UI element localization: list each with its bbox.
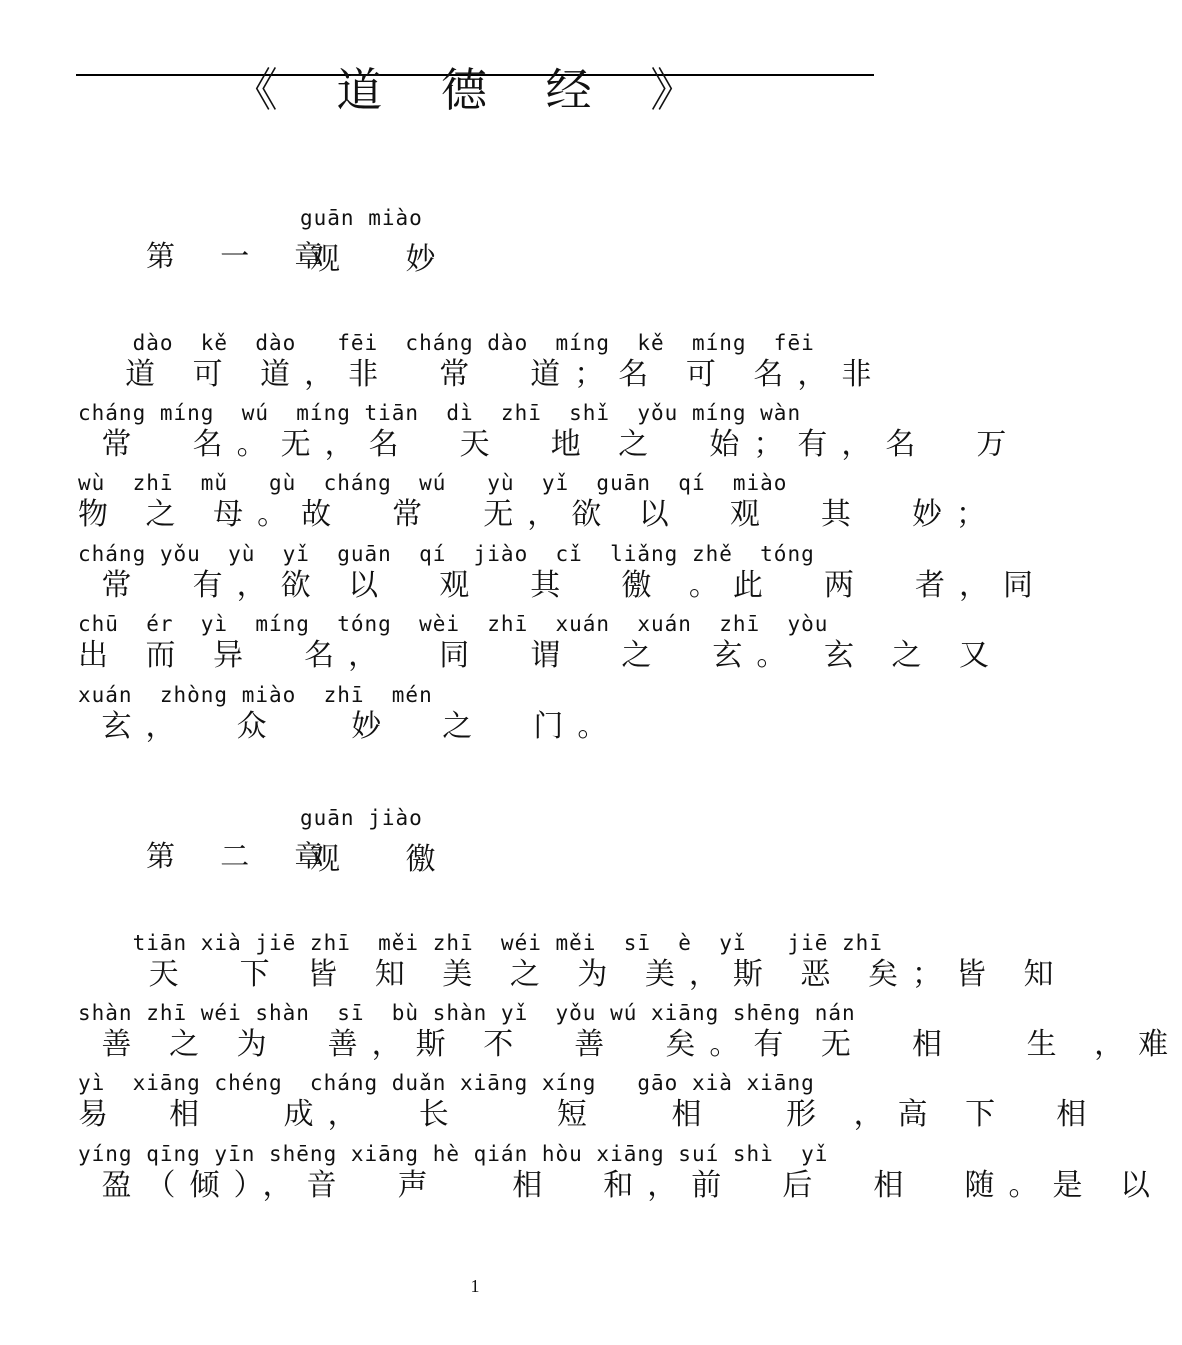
pinyin-line: xuán zhòng miào zhī mén [78, 683, 433, 707]
chapter-1-line-4 [0, 541, 1048, 611]
text-line: 盈（倾），音 声 相 和，前 后 相 随。是 以 [78, 1168, 1165, 1203]
chapter-1-line-5 [0, 611, 1004, 681]
chapter-1-pinyin: guān miào [300, 206, 423, 230]
chapter-2-pinyin: guān jiào [300, 806, 423, 830]
pinyin-line: cháng yǒu yù yǐ guān qí jiào cǐ liǎng zhě tóng [78, 542, 815, 566]
chapter-1-heading [0, 206, 950, 276]
page-number: 1 [470, 1276, 480, 1296]
text-line: 善 之 为 善，斯 不 善 矣。有 无 相 生 ，难 [78, 1027, 1182, 1062]
pinyin-line: chū ér yì míng tóng wèi zhī xuán xuán zhī yòu [78, 612, 829, 636]
chapter-2-heading [0, 806, 950, 876]
chapter-1-label: 第 一 章 [146, 239, 342, 273]
chapter-1-line-2 [0, 400, 1021, 470]
text-line: 天 下 皆 知 美 之 为 美，斯 恶 矣；皆 知 [78, 957, 1068, 992]
chapter-2-line-1 [0, 930, 1068, 1000]
chapter-2-line-4 [0, 1141, 1165, 1211]
chapter-1-line-1 [0, 330, 950, 400]
text-line: 玄， 众 妙 之 门。 [78, 709, 622, 744]
chapter-2-line-3 [0, 1070, 1101, 1140]
pinyin-line: dào kě dào fēi cháng dào míng kě míng fēi [78, 331, 815, 355]
pinyin-line: yì xiāng chéng cháng duǎn xiāng xíng gāo xià xiāng [78, 1071, 815, 1095]
pinyin-line: cháng míng wú míng tiān dì zhī shǐ yǒu míng wàn [78, 401, 802, 425]
chapter-2-label: 第 二 章 [146, 839, 342, 873]
chapter-1-line-3 [0, 470, 1000, 540]
pinyin-line: shàn zhī wéi shàn sī bù shàn yǐ yǒu wú xiāng shēng nán [78, 1001, 856, 1025]
chapter-1-name: 观 妙 [310, 242, 464, 277]
chapter-2-name: 观 徼 [310, 842, 464, 877]
pinyin-line: tiān xià jiē zhī měi zhī wéi měi sī è yǐ jiē zhī [78, 931, 883, 955]
text-line: 常 名。无，名 天 地 之 始；有，名 万 [78, 427, 1021, 462]
pinyin-line: wù zhī mǔ gù cháng wú yù yǐ guān qí miào [78, 471, 788, 495]
chapter-2-line-2 [0, 1000, 1182, 1070]
text-line: 出 而 异 名， 同 谓 之 玄。 玄 之 又 [78, 638, 1004, 673]
document-title: 《 道 德 经 》 [231, 63, 719, 117]
text-line: 常 有，欲 以 观 其 徼 。此 两 者，同 [78, 568, 1048, 603]
chapter-1-line-6 [0, 682, 950, 752]
text-line: 道 可 道，非 常 道；名 可 名，非 [78, 357, 886, 392]
pinyin-line: yíng qīng yīn shēng xiāng hè qián hòu xiāng suí shì yǐ [78, 1142, 829, 1166]
text-line: 物 之 母。故 常 无，欲 以 观 其 妙； [78, 497, 1000, 532]
text-line: 易 相 成， 长 短 相 形 ，高 下 相 [78, 1097, 1101, 1132]
